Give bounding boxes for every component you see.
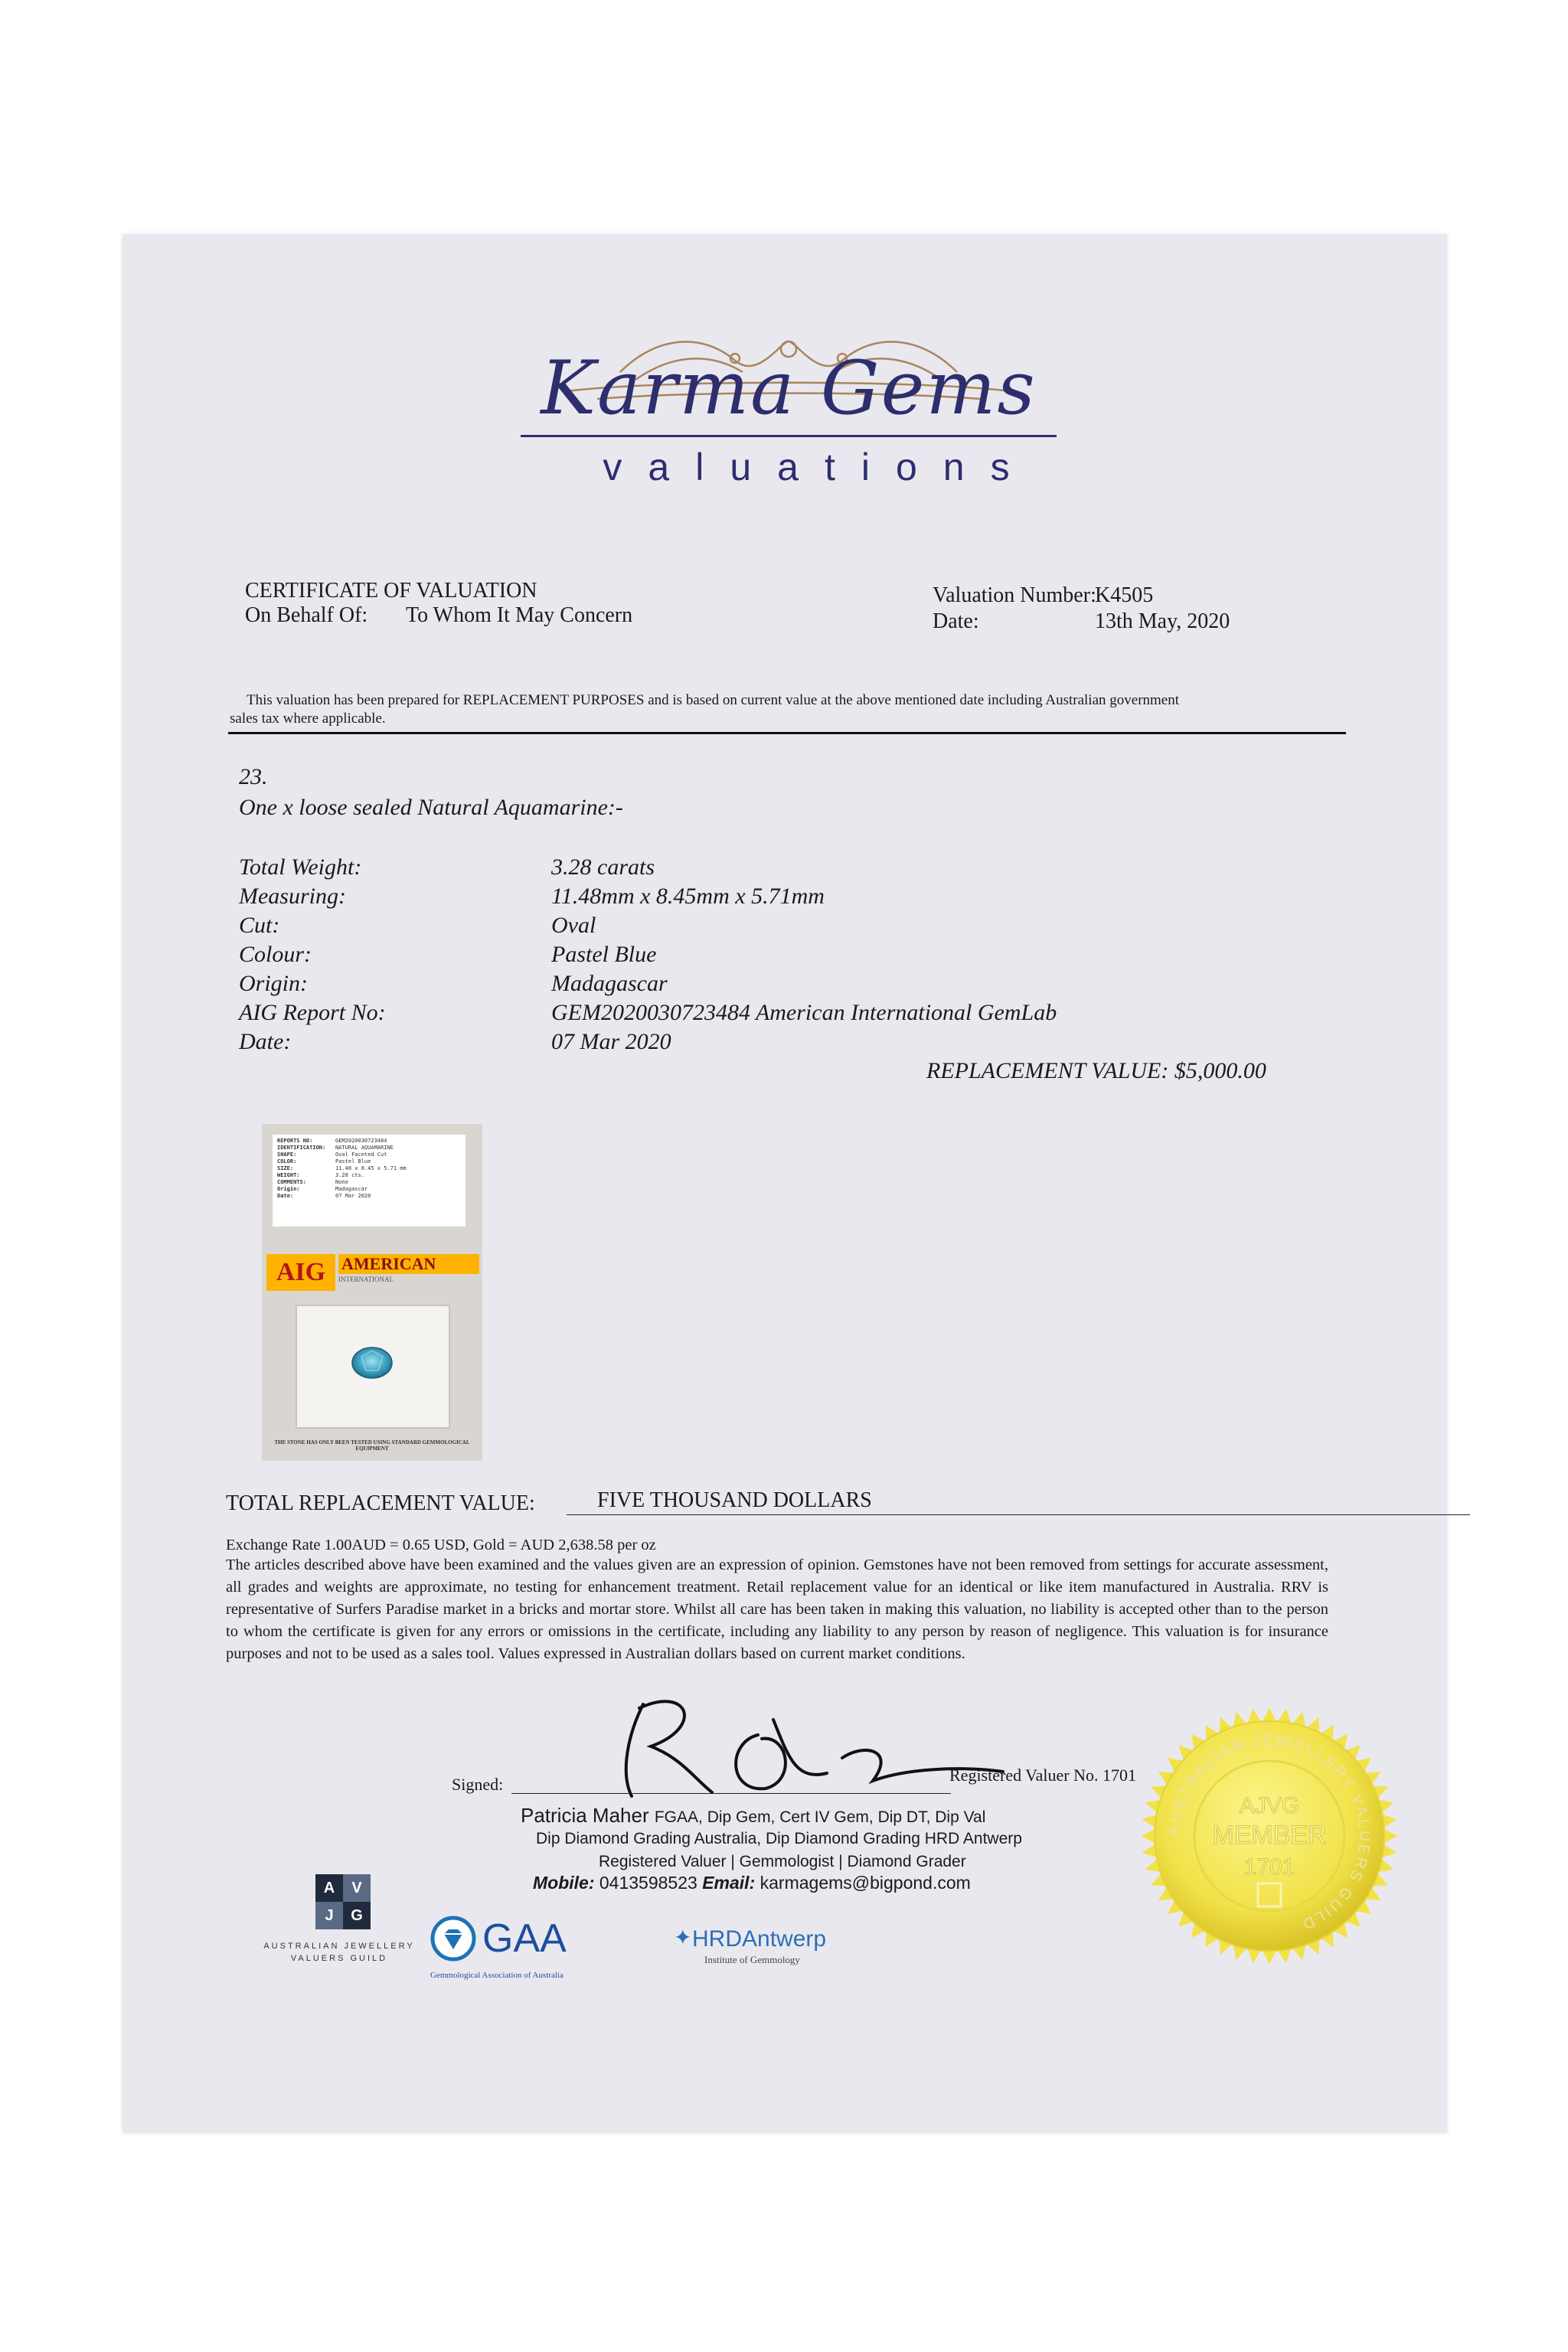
behalf-label: On Behalf Of:	[245, 603, 368, 627]
handwritten-signature	[597, 1681, 1026, 1811]
avjg-letter-a: A	[315, 1874, 343, 1902]
row-value-cut: Oval	[551, 913, 596, 938]
report-line: SIZE: 11.48 x 8.45 x 5.71 mm	[277, 1165, 407, 1171]
row-label-aig-report: AIG Report No:	[239, 1000, 386, 1025]
disclaimer-text: The articles described above have been examined and the values given are an expression of opinion. Gemstones have not been removed from settings for accurate assessment, all grades and weights are approximate, no testing for enhancement treatment. Retail replacement value for an identical or like item manufactured in Australia. RRV is representative of Surfers Paradise market in a bricks and mortar store. Whilst all care has been taken in making this valuation, no liability is accepted other than to the person to whom the certificate is given for any errors or omissions in the certificate, including any liability to any person by reason of negligence. This valuation is for insurance purposes and not to be used as a sales tool. Values expressed in Australian dollars based on current market conditions.	[226, 1557, 1328, 1662]
report-footer: THE STONE HAS ONLY BEEN TESTED USING STANDARD GEMMOLOGICAL EQUIPMENT	[274, 1439, 470, 1452]
valuation-number-value: K4505	[1095, 583, 1154, 607]
avjg-name-line1: AUSTRALIAN JEWELLERY	[263, 1942, 415, 1951]
avjg-letter-g: G	[343, 1902, 371, 1929]
certificate-title: CERTIFICATE OF VALUATION	[245, 579, 537, 603]
seal-line3: 1701	[1243, 1854, 1295, 1880]
ajvg-gold-seal	[1139, 1706, 1400, 1966]
email-label: Email:	[702, 1873, 756, 1893]
purpose-rule	[228, 732, 1346, 734]
total-value: FIVE THOUSAND DOLLARS	[597, 1488, 872, 1512]
logo-brand: Karma Gems	[541, 345, 1037, 431]
row-value-aig-report: GEM2020030723484 American International GemLab	[551, 1000, 1057, 1025]
mobile-label: Mobile:	[533, 1873, 595, 1893]
report-line: REPORTS NO: GEM2020030723484	[277, 1138, 387, 1144]
seal-line1: AJVG	[1239, 1793, 1300, 1818]
row-label-weight: Total Weight:	[239, 854, 362, 880]
signature-line	[511, 1793, 951, 1794]
report-line: Origin: Madagascar	[277, 1186, 368, 1192]
seal-ring-text: AUSTRALIAN JEWELLERY VALUERS GUILD	[1165, 1732, 1374, 1934]
registered-valuer-no: Registered Valuer No. 1701	[949, 1766, 1136, 1785]
avjg-logo	[259, 1874, 420, 1963]
diamond-icon	[430, 1916, 476, 1962]
valuer-diplomas: Dip Diamond Grading Australia, Dip Diamond Grading HRD Antwerp	[536, 1830, 1022, 1847]
seal-line2: MEMBER	[1212, 1821, 1327, 1850]
avjg-letter-j: J	[315, 1902, 343, 1929]
report-line: Date: 07 Mar 2020	[277, 1193, 371, 1199]
valuer-name: Patricia Maher	[521, 1804, 649, 1827]
replacement-value: REPLACEMENT VALUE: $5,000.00	[926, 1058, 1266, 1083]
report-line: COMMENTS: None	[277, 1179, 348, 1185]
report-line: COLOR: Pastel Blue	[277, 1158, 371, 1165]
row-value-date: 07 Mar 2020	[551, 1029, 671, 1054]
row-label-date: Date:	[239, 1029, 292, 1054]
row-value-origin: Madagascar	[551, 971, 668, 996]
hrd-star-icon: ✦	[674, 1926, 692, 1950]
report-line: SHAPE: Oval Faceted Cut	[277, 1152, 387, 1158]
valuer-roles: Registered Valuer | Gemmologist | Diamond Grader	[599, 1853, 966, 1870]
valuation-number-label: Valuation Number:	[933, 583, 1096, 607]
purpose-note-line2: sales tax where applicable.	[230, 710, 386, 727]
exchange-rate: Exchange Rate 1.00AUD = 0.65 USD, Gold = AUD 2,638.58 per oz	[226, 1537, 656, 1553]
logo-rule	[521, 435, 1057, 437]
gaa-subtitle: Gemmological Association of Australia	[430, 1971, 564, 1980]
purpose-note-line1: This valuation has been prepared for REPLACEMENT PURPOSES and is based on current value at the above mentioned date including Australian government	[247, 692, 1180, 708]
behalf-value: To Whom It May Concern	[406, 603, 633, 627]
row-label-colour: Colour:	[239, 942, 312, 967]
logo-subtitle: valuations	[603, 446, 1036, 488]
report-line: WEIGHT: 3.28 cts.	[277, 1172, 364, 1178]
row-value-weight: 3.28 carats	[551, 854, 655, 880]
avjg-name-line2: VALUERS GUILD	[290, 1954, 388, 1963]
email-address: karmagems@bigpond.com	[760, 1873, 971, 1893]
total-label: TOTAL REPLACEMENT VALUE:	[226, 1491, 535, 1515]
report-label	[273, 1135, 466, 1227]
hrd-text: HRDAntwerp	[692, 1926, 827, 1952]
item-description: One x loose sealed Natural Aquamarine:-	[239, 795, 623, 820]
item-number: 23.	[239, 764, 268, 789]
aig-report-card	[262, 1124, 482, 1461]
date-value: 13th May, 2020	[1095, 609, 1230, 633]
signed-label: Signed:	[452, 1775, 504, 1794]
date-label: Date:	[933, 609, 979, 633]
row-label-measuring: Measuring:	[239, 884, 346, 909]
row-label-cut: Cut:	[239, 913, 280, 938]
valuer-contact	[533, 1873, 971, 1893]
aig-international: INTERNATIONAL	[338, 1276, 394, 1283]
valuer-name-line	[521, 1804, 985, 1828]
row-value-measuring: 11.48mm x 8.45mm x 5.71mm	[551, 884, 825, 909]
gaa-text: GAA	[482, 1916, 567, 1961]
avjg-letter-v: V	[343, 1874, 371, 1902]
aig-american: AMERICAN	[338, 1254, 479, 1274]
valuer-credentials: FGAA, Dip Gem, Cert IV Gem, Dip DT, Dip Val	[654, 1808, 986, 1826]
mobile-number: 0413598523	[599, 1873, 697, 1893]
report-line: IDENTIFICATION: NATURAL AQUAMARINE	[277, 1145, 394, 1151]
gem-holder	[296, 1305, 450, 1429]
hrd-subtitle: Institute of Gemmology	[704, 1954, 800, 1965]
aquamarine-gem-icon	[297, 1306, 449, 1427]
total-underline	[567, 1514, 1470, 1515]
aig-badge: AIG	[266, 1254, 335, 1291]
row-value-colour: Pastel Blue	[551, 942, 657, 967]
row-label-origin: Origin:	[239, 971, 308, 996]
